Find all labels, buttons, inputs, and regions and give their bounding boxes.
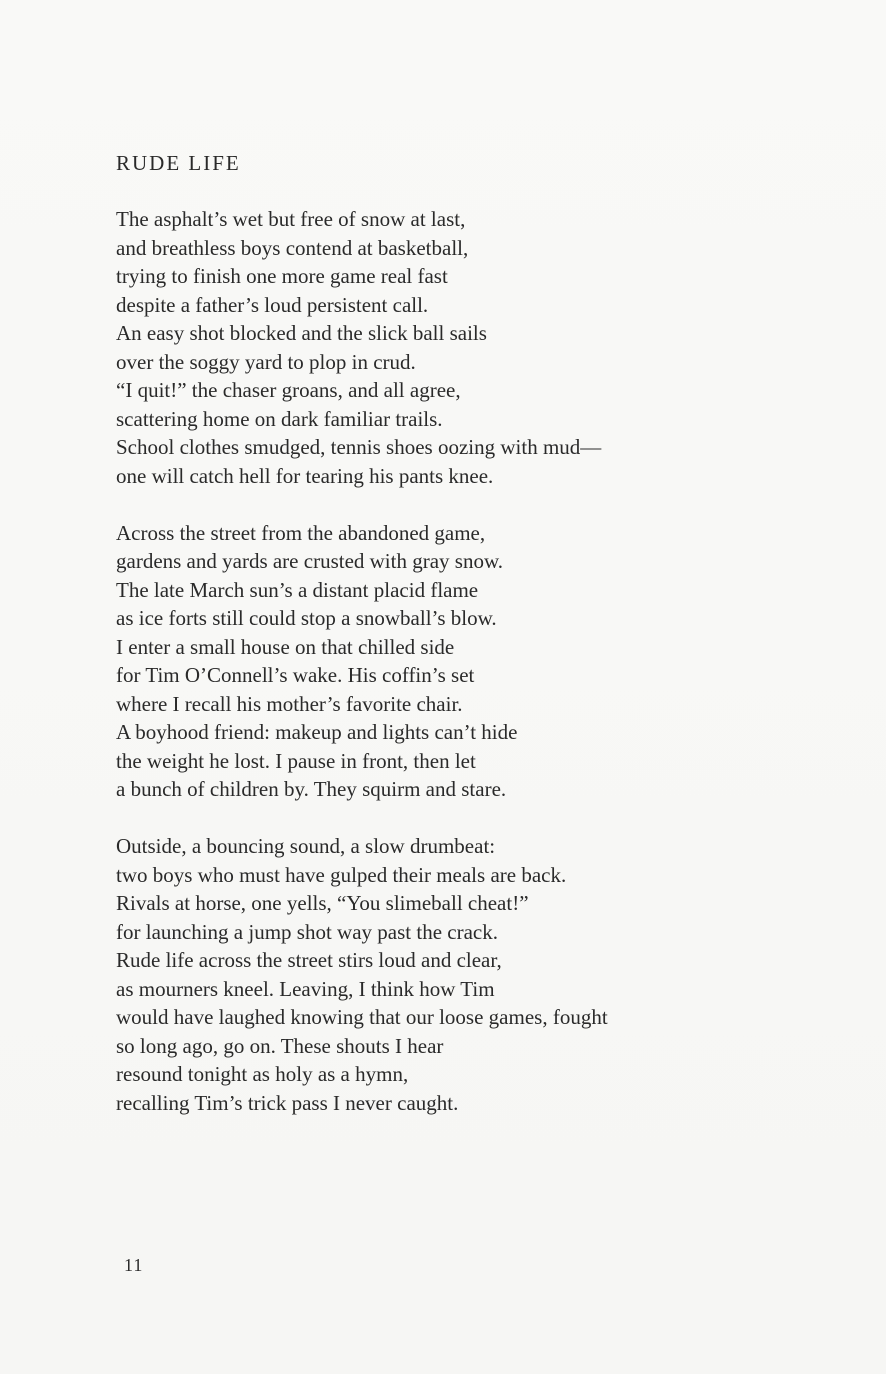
poem-line: Rude life across the street stirs loud and clear, xyxy=(116,948,502,972)
poem-line: the weight he lost. I pause in front, then let xyxy=(116,748,476,773)
poem-line: where I recall his mother’s favorite chair. xyxy=(116,691,463,716)
poem-line: A boyhood friend: makeup and lights can’t hide xyxy=(116,720,518,744)
poem-line: despite a father’s loud persistent call. xyxy=(116,292,429,317)
poem-line: scattering home on dark familiar trails. xyxy=(116,406,443,431)
poem-line: gardens and yards are crusted with gray snow. xyxy=(116,549,504,573)
poem-line: over the soggy yard to plop in crud. xyxy=(116,349,416,374)
poem-body xyxy=(116,205,836,1146)
poem-line: Across the street from the abandoned game, xyxy=(116,520,486,545)
poem-line: two boys who must have gulped their meals are back. xyxy=(116,862,567,887)
poem-line: An easy shot blocked and the slick ball sails xyxy=(116,321,487,345)
poem-line: recalling Tim’s trick pass I never caught. xyxy=(116,1090,459,1115)
poem-line: for launching a jump shot way past the crack. xyxy=(116,919,498,944)
poem-line: would have laughed knowing that our loose games, fought xyxy=(116,1005,608,1029)
poem-line: The asphalt’s wet but free of snow at last, xyxy=(116,207,466,231)
poem-line: as mourners kneel. Leaving, I think how Tim xyxy=(116,976,495,1001)
poem-line: “I quit!” the chaser groans, and all agree, xyxy=(116,378,461,402)
poem-line: for Tim O’Connell’s wake. His coffin’s set xyxy=(116,663,475,687)
stanza-2 xyxy=(116,519,836,804)
poem-line: I enter a small house on that chilled side xyxy=(116,634,455,659)
stanza-1 xyxy=(116,205,836,490)
poem-line: one will catch hell for tearing his pants knee. xyxy=(116,463,494,488)
poem-line: and breathless boys contend at basketball, xyxy=(116,235,469,260)
page-number: 11 xyxy=(124,1255,144,1275)
poem-line: School clothes smudged, tennis shoes oozing with mud— xyxy=(116,435,602,459)
stanza-3 xyxy=(116,832,836,1117)
poem-line: a bunch of children by. They squirm and stare. xyxy=(116,777,507,801)
poem-line: resound tonight as holy as a hymn, xyxy=(116,1062,409,1086)
poem-line: The late March sun’s a distant placid flame xyxy=(116,577,479,602)
poem-line: as ice forts still could stop a snowball’s blow. xyxy=(116,606,497,630)
poem-line: trying to finish one more game real fast xyxy=(116,264,448,288)
poem-line: so long ago, go on. These shouts I hear xyxy=(116,1033,444,1058)
poem-title: RUDE LIFE xyxy=(116,151,241,175)
poem-line: Outside, a bouncing sound, a slow drumbeat: xyxy=(116,834,496,858)
poem-line: Rivals at horse, one yells, “You slimeball cheat!” xyxy=(116,891,529,915)
